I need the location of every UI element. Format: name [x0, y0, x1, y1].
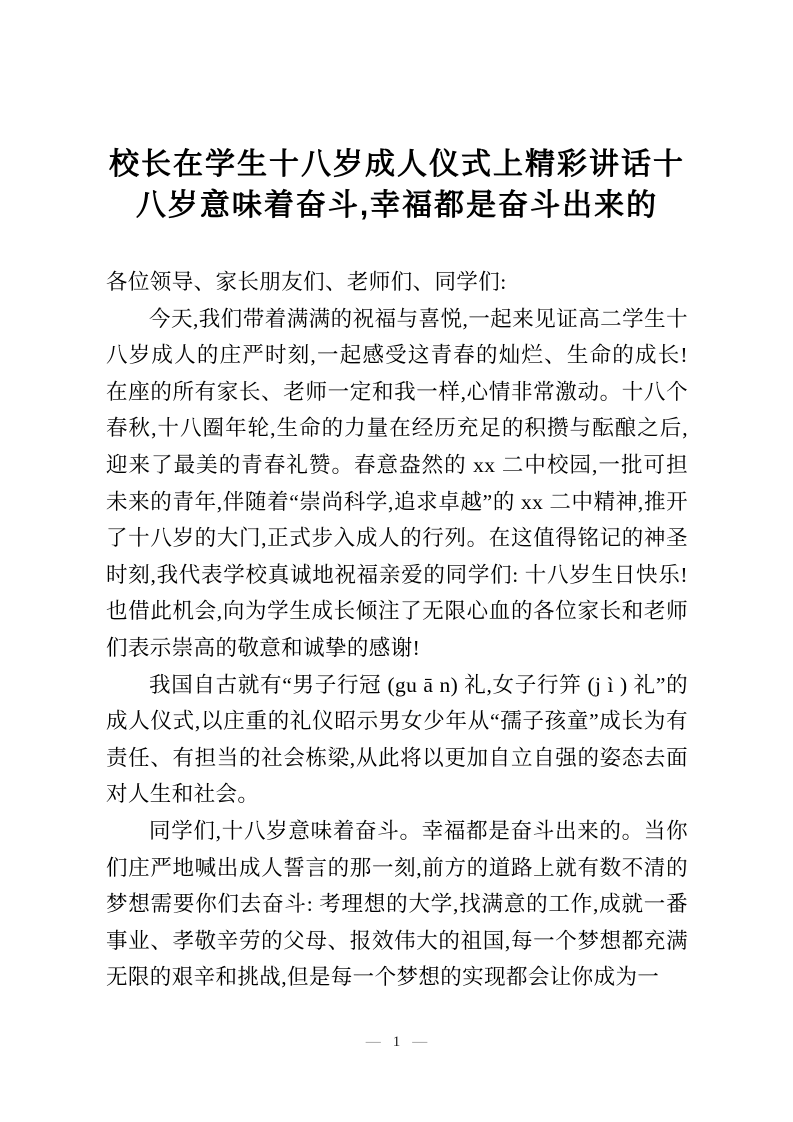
document-title-line2: 八岁意味着奋斗,幸福都是奋斗出来的 — [135, 189, 659, 222]
paragraph: 我国自古就有“男子行冠 (gu ā n) 礼,女子行笄 (j ì ) 礼”的成人仪式,以庄重的礼仪昭示男女少年从“孺子孩童”成长为有责任、有担当的社会栋梁,从此将以更加自立自强的姿态去面对人生和社会。 — [106, 672, 688, 807]
page-footer — [0, 1032, 793, 1052]
document-title-line1: 校长在学生十八岁成人仪式上精彩讲话十 — [109, 148, 685, 181]
document-title — [106, 144, 688, 226]
page-number: 1 — [392, 1034, 401, 1050]
paragraph: 同学们,十八岁意味着奋斗。幸福都是奋斗出来的。当你们庄严地喊出成人誓言的那一刻,前方的道路上就有数不清的梦想需要你们去奋斗: 考理想的大学,找满意的工作,成就一番事业、孝敬辛劳的父母、报效伟大的祖国,每一个梦想都充满无限的艰辛和挑战,但是每一个梦想的实现都会让你成为一 — [106, 818, 688, 990]
footer-dash-right: — — [412, 1034, 428, 1050]
document-body — [106, 264, 688, 996]
footer-dash-left: — — [365, 1034, 381, 1050]
document-content — [106, 144, 688, 996]
paragraph: 今天,我们带着满满的祝福与喜悦,一起来见证高二学生十八岁成人的庄严时刻,一起感受这青春的灿烂、生命的成长!在座的所有家长、老师一定和我一样,心情非常激动。十八个春秋,十八圈年轮,生命的力量在经历充足的积攒与酝酿之后,迎来了最美的青春礼赞。春意盎然的 xx 二中校园,一批可担未来的青年,伴随着“崇尚科学,追求卓越”的 xx 二中精神,推开了十八岁的大门,正式步入成人的行列。在这值得铭记的神圣时刻,我代表学校真诚地祝福亲爱的同学们: 十八岁生日快乐!也借此机会,向为学生成长倾注了无限心血的各位家长和老师们表示崇高的敬意和诚挚的感谢! — [106, 306, 688, 660]
paragraph-greeting: 各位领导、家长朋友们、老师们、同学们: — [106, 270, 507, 294]
